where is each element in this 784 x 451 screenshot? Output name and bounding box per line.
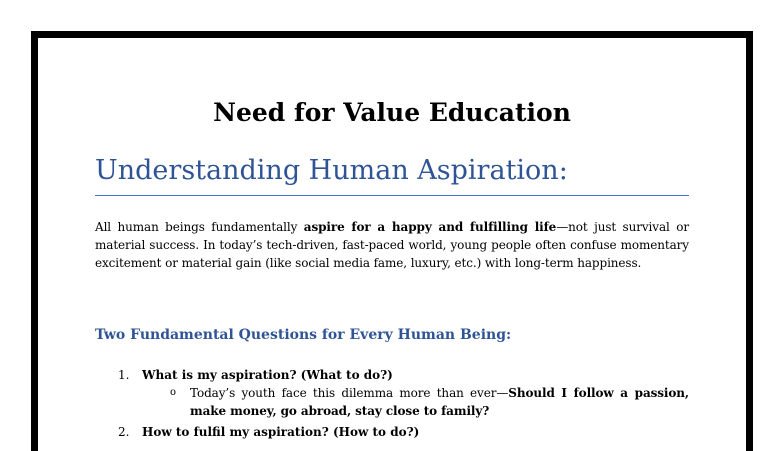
sub-bullet-emphasis: Should I follow a passion, make money, go abroad, stay close to family? <box>190 386 689 418</box>
sub-bullet-plain: Today’s youth face this dilemma more than ever— <box>190 386 509 400</box>
question-text: What is my aspiration? (What to do?) <box>142 368 393 382</box>
sub-bullet-text <box>190 384 689 420</box>
sub-bullet-item <box>170 384 689 420</box>
intro-text-start: All human beings fundamentally <box>95 220 304 234</box>
intro-paragraph <box>95 218 689 272</box>
intro-text-end: —not just survival or material success. In today’s tech-driven, fast-paced world, young people often confuse momentary excitement or material gain (like social media fame, luxury, etc.) with long-term happiness. <box>95 220 689 270</box>
list-item <box>118 423 419 441</box>
section-heading: Understanding Human Aspiration: <box>95 155 568 186</box>
subheading: Two Fundamental Questions for Every Human Being: <box>95 327 512 343</box>
list-number: 2. <box>118 425 130 439</box>
list-item <box>118 366 393 384</box>
intro-emphasis: aspire for a happy and fulfilling life <box>303 220 557 234</box>
heading-underline-rule <box>95 195 689 196</box>
question-text: How to fulfil my aspiration? (How to do?) <box>142 425 420 439</box>
page-title: Need for Value Education <box>213 98 571 127</box>
hollow-bullet-icon: o <box>170 387 177 398</box>
list-number: 1. <box>118 368 130 382</box>
